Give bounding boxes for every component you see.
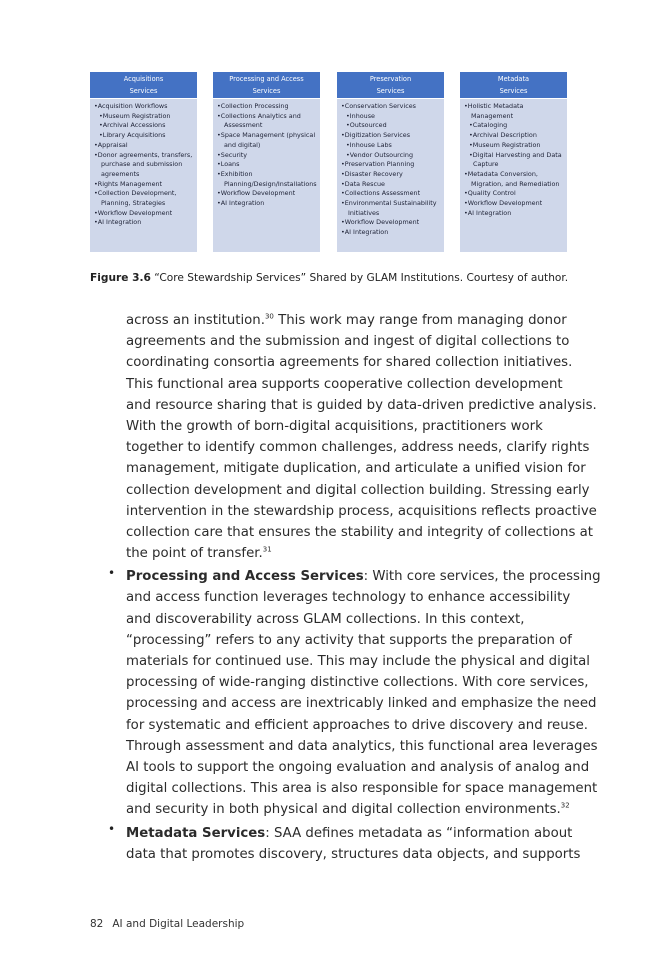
paragraph-line: management, mitigate duplication, and articulate a unified vision for bbox=[126, 461, 586, 477]
paragraph-line: digital collections. This area is also responsible for space management bbox=[126, 781, 598, 797]
paragraph-line: AI tools to support the ongoing evaluation and analysis of analog and bbox=[126, 759, 590, 775]
service-item: •Loans bbox=[217, 160, 240, 169]
paragraph-line: Through assessment and data analytics, this functional area leverages bbox=[126, 738, 598, 754]
paragraph-line: and discoverability across GLAM collections. In this context, bbox=[126, 611, 525, 627]
service-item: •Disaster Recovery bbox=[341, 169, 403, 178]
book-title: AI and Digital Leadership bbox=[112, 918, 245, 930]
column-body bbox=[90, 99, 197, 252]
text-span: across an institution. bbox=[126, 313, 265, 328]
service-item: •Collection Processing bbox=[217, 102, 289, 110]
service-item: •Workflow Development bbox=[217, 189, 296, 198]
service-item: •AI Integration bbox=[217, 199, 265, 208]
column-title-line2: Services bbox=[252, 87, 281, 95]
paragraph-line: materials for continued use. This may include the physical and digital bbox=[126, 654, 590, 669]
service-item: •Rights Management bbox=[94, 179, 163, 188]
paragraph-line: data that promotes discovery, structures data objects, and supports bbox=[126, 846, 581, 862]
service-item: Migration, and Remediation bbox=[471, 179, 560, 188]
bullet-first-line bbox=[126, 823, 586, 844]
paragraph-line: together to identify common challenges, address needs, clarify rights bbox=[126, 440, 590, 456]
stewardship-services-figure bbox=[90, 72, 568, 252]
bullet-marker: • bbox=[108, 822, 116, 836]
bullet-first-line bbox=[126, 566, 601, 587]
column-header bbox=[90, 72, 197, 99]
column-processing-access bbox=[213, 72, 320, 252]
paragraph-line bbox=[126, 310, 586, 331]
service-item: and digital) bbox=[224, 140, 261, 149]
service-item: •Security bbox=[217, 150, 248, 159]
column-header bbox=[213, 72, 320, 99]
paragraph-line: “processing” refers to any activity that supports the preparation of bbox=[126, 632, 572, 648]
service-item: •Acquisition Workflows bbox=[94, 102, 168, 110]
service-item: •Workflow Development bbox=[464, 199, 543, 208]
column-metadata bbox=[460, 72, 567, 252]
bullet-term: Processing and Access Services bbox=[126, 569, 364, 585]
service-item: •AI Integration bbox=[94, 218, 142, 227]
column-title-line1: Acquisitions bbox=[123, 75, 164, 83]
service-item: •Museum Registration bbox=[469, 140, 541, 149]
paragraph-line: collection care that ensures the stability and integrity of collections at bbox=[126, 524, 593, 540]
service-item: purchase and submission bbox=[101, 160, 183, 169]
text-span: : SAA defines metadata as “information about bbox=[265, 825, 573, 841]
caption-label: Figure 3.6 bbox=[90, 272, 151, 284]
service-item: •Space Management (physical bbox=[217, 131, 316, 140]
paragraph-line: This functional area supports cooperative collection development bbox=[126, 376, 563, 392]
service-item: •Metadata Conversion, bbox=[464, 169, 538, 178]
service-item: •Conservation Services bbox=[341, 102, 416, 110]
text-span: and security in both physical and digital collection environments. bbox=[126, 802, 561, 818]
paragraph-line bbox=[126, 799, 586, 820]
service-item: •Appraisal bbox=[94, 140, 128, 149]
column-title-line2: Services bbox=[376, 87, 405, 95]
service-item: Planning, Strategies bbox=[101, 199, 166, 208]
paragraph-line: agreements and the submission and ingest of digital collections to bbox=[126, 334, 570, 350]
page-footer bbox=[90, 918, 244, 930]
column-acquisitions bbox=[90, 72, 197, 252]
text-span: This work may range from managing donor bbox=[278, 313, 567, 328]
column-body bbox=[213, 99, 320, 252]
paragraph-line: processing of wide-ranging distinctive collections. With core services, bbox=[126, 675, 589, 691]
service-item: •Inhouse Labs bbox=[346, 140, 392, 149]
paragraph-line: With the growth of born-digital acquisitions, practitioners work bbox=[126, 418, 543, 434]
footnote-marker: 30 bbox=[264, 312, 274, 321]
body-text bbox=[126, 310, 601, 865]
column-header bbox=[337, 72, 444, 99]
footnote-marker: 31 bbox=[262, 545, 272, 554]
service-item: •Library Acquisitions bbox=[99, 131, 166, 140]
paragraph-line: collection development and digital collection building. Stressing early bbox=[126, 482, 590, 498]
service-item: •Donor agreements, transfers, bbox=[94, 150, 193, 159]
paragraph-line: processing and access are inextricably linked and emphasize the need bbox=[126, 696, 597, 712]
paragraph-line: coordinating consortia agreements for shared collection initiatives. bbox=[126, 355, 573, 371]
service-item: •Holistic Metadata bbox=[464, 102, 524, 110]
column-preservation bbox=[337, 72, 444, 252]
service-item: Initiatives bbox=[348, 208, 380, 217]
column-title-line1: Processing and Access bbox=[229, 75, 304, 83]
service-item: •Vendor Outsourcing bbox=[346, 150, 414, 159]
paragraph-line: and resource sharing that is guided by data-driven predictive analysis. bbox=[126, 397, 597, 413]
paragraph-line: for systematic and efficient approaches to drive discovery and reuse. bbox=[126, 717, 589, 733]
paragraph-line: and access function leverages technology to enhance accessibility bbox=[126, 590, 571, 606]
service-item: •Inhouse bbox=[346, 111, 375, 120]
column-title-line1: Preservation bbox=[369, 75, 412, 83]
service-item: •Collection Development, bbox=[94, 189, 177, 198]
paragraph-line bbox=[126, 543, 586, 564]
service-item: •Workflow Development bbox=[94, 208, 173, 217]
column-header bbox=[460, 72, 567, 99]
service-item: •Collections Assessment bbox=[341, 189, 421, 198]
service-item: •Archival Accessions bbox=[99, 121, 166, 130]
service-item: •Preservation Planning bbox=[341, 160, 415, 169]
caption-text: “Core Stewardship Services” Shared by GLAM Institutions. Courtesy of author. bbox=[154, 272, 569, 284]
service-item: Management bbox=[471, 111, 514, 120]
figure-caption bbox=[90, 272, 590, 284]
service-item: •Workflow Development bbox=[341, 218, 420, 227]
text-span: : With core services, the processing bbox=[363, 569, 601, 585]
service-item: •Digital Harvesting and Data bbox=[469, 150, 562, 159]
text-span: the point of transfer. bbox=[126, 546, 263, 562]
service-item: agreements bbox=[101, 169, 140, 178]
bullet-marker: • bbox=[108, 566, 116, 580]
column-title-line2: Services bbox=[499, 87, 528, 95]
service-item: Capture bbox=[473, 160, 499, 169]
service-item: •Cataloging bbox=[469, 121, 508, 130]
footnote-marker: 32 bbox=[560, 801, 570, 810]
service-item: •AI Integration bbox=[464, 208, 512, 217]
column-title-line1: Metadata bbox=[497, 75, 530, 83]
service-item: •Data Rescue bbox=[341, 179, 385, 188]
column-title-line2: Services bbox=[129, 87, 158, 95]
column-body bbox=[337, 99, 444, 252]
service-item: •Quality Control bbox=[464, 189, 516, 198]
service-item: Planning/Design/Installations bbox=[224, 179, 317, 188]
page-number: 82 bbox=[90, 918, 104, 930]
column-body bbox=[460, 99, 567, 252]
service-item: •Environmental Sustainability bbox=[341, 199, 437, 208]
service-item: •Museum Registration bbox=[99, 111, 171, 120]
paragraph-line: intervention in the stewardship process, acquisitions reflects proactive bbox=[126, 503, 597, 519]
service-item: •Collections Analytics and bbox=[217, 111, 301, 120]
service-item: •Digitization Services bbox=[341, 131, 411, 140]
service-item: •AI Integration bbox=[341, 228, 389, 237]
service-item: •Archival Description bbox=[469, 131, 537, 140]
service-item: •Outsourced bbox=[346, 121, 387, 130]
service-item: Assessment bbox=[224, 121, 263, 130]
bullet-term: Metadata Services bbox=[126, 825, 266, 841]
service-item: •Exhibition bbox=[217, 169, 253, 178]
